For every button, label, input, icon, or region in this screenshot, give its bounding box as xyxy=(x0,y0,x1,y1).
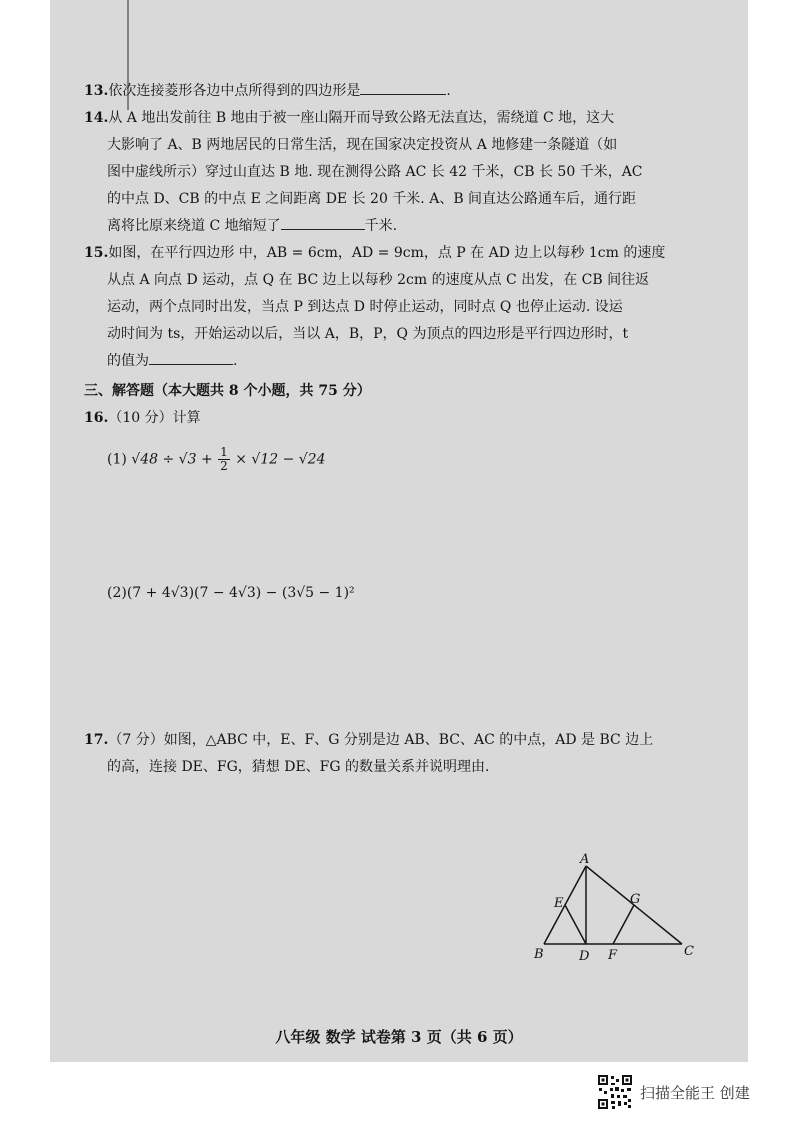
q14-number: 14. xyxy=(84,110,109,126)
triangle-abc-figure xyxy=(530,852,700,964)
q15-line1: 如图，在平行四边形 中，AB = 6cm，AD = 9cm，点 P 在 AD 边上以每秒 1cm 的速度 xyxy=(108,245,666,261)
q14-line3: 图中虚线所示）穿过山直达 B 地. 现在测得公路 AC 长 42 千米，CB 长 50 千米，AC xyxy=(107,164,643,180)
q17-line2: 的高，连接 DE、FG，猜想 DE、FG 的数量关系并说明理由. xyxy=(107,759,490,775)
q15-number: 15. xyxy=(84,245,109,261)
segment-de xyxy=(565,905,586,944)
question-15 xyxy=(84,240,694,375)
q13-end: . xyxy=(446,83,451,99)
q17-line1: （7 分）如图，△ABC 中，E、F、G 分别是边 AB、BC、AC 的中点，AD 是 BC 边上 xyxy=(108,732,654,748)
q14-line1: 从 A 地出发前往 B 地由于被一座山隔开而导致公路无法直达，需绕道 C 地，这大 xyxy=(108,110,615,126)
label-d: D xyxy=(579,949,590,964)
q14-answer-blank[interactable] xyxy=(281,215,365,230)
q16-part1-label: (1) xyxy=(107,451,127,468)
q16-part1-fraction xyxy=(218,446,230,473)
label-a: A xyxy=(580,852,590,867)
q16-intro: （10 分）计算 xyxy=(108,410,201,426)
q16-fraction-numerator: 1 xyxy=(220,445,228,459)
q14-line2: 大影响了 A、B 两地居民的日常生活，现在国家决定投资从 A 地修建一条隧道（如 xyxy=(107,137,618,153)
segment-fg xyxy=(613,905,634,944)
scanner-watermark-text: 扫描全能王 创建 xyxy=(640,1084,750,1102)
q15-answer-blank[interactable] xyxy=(149,350,233,365)
question-17 xyxy=(84,727,694,781)
q14-line4: 的中点 D、CB 的中点 E 之间距离 DE 长 20 千米. A、B 间直达公路通车后，通行距 xyxy=(107,191,637,207)
q14-line5: 离将比原来绕道 C 地缩短了 xyxy=(107,218,281,234)
q13-text: 依次连接菱形各边中点所得到的四边形是 xyxy=(108,83,361,99)
label-f: F xyxy=(608,948,618,963)
question-13 xyxy=(84,78,694,105)
question-14 xyxy=(84,105,694,240)
q13-number: 13. xyxy=(84,83,109,99)
q16-part1-expr-a: √48 ÷ √3 + xyxy=(131,451,218,468)
question-content xyxy=(84,78,694,781)
label-g: G xyxy=(630,892,641,907)
label-e: E xyxy=(554,896,564,911)
label-c: C xyxy=(684,944,694,959)
q14-line5-end: 千米. xyxy=(364,218,398,234)
q16-part2: (2)(7 + 4√3)(7 − 4√3) − (3√5 − 1)² xyxy=(107,585,355,601)
q15-line2: 从点 A 向点 D 运动，点 Q 在 BC 边上以每秒 2cm 的速度从点 C 出发，在 CB 间往返 xyxy=(107,272,650,288)
q13-answer-blank[interactable] xyxy=(360,80,446,95)
question-16 xyxy=(84,405,694,432)
q15-line3: 运动，两个点同时出发，当点 P 到达点 D 时停止运动，同时点 Q 也停止运动. 设运 xyxy=(107,299,623,315)
q16-number: 16. xyxy=(84,410,109,426)
q16-fraction-denominator: 2 xyxy=(220,459,228,473)
section-3-title: 三、解答题（本大题共 8 个小题，共 75 分） xyxy=(84,383,371,399)
page-footer: 八年级 数学 试卷第 3 页（共 6 页） xyxy=(275,1028,523,1046)
q16-part1-expr-b: × √12 − √24 xyxy=(230,451,326,468)
q15-line5-end: . xyxy=(233,353,238,369)
q16-part1 xyxy=(84,446,694,473)
q15-line4: 动时间为 ts，开始运动以后，当以 A，B，P，Q 为顶点的四边形是平行四边形时，t xyxy=(107,326,629,342)
qr-code-icon xyxy=(597,1074,633,1110)
q15-line5: 的值为 xyxy=(107,353,149,369)
label-b: B xyxy=(534,947,544,962)
q17-number: 17. xyxy=(84,732,109,748)
